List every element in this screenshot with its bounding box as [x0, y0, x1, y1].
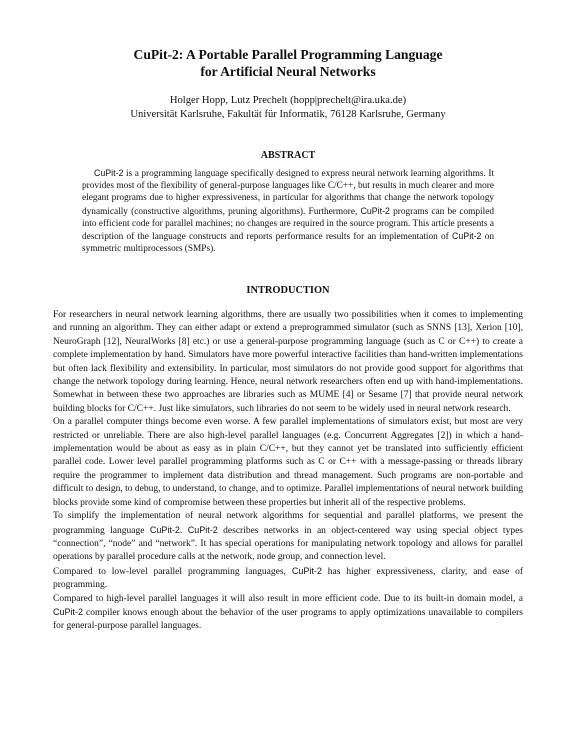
language-name: CuPit-2	[187, 524, 218, 535]
abstract-text	[82, 167, 494, 255]
author-block	[0, 94, 576, 122]
paragraph-text: describes networks in an object-centered way using special object types “connection”, “node” and “network”. It has special operations for manipulating network topology and allows for parallel operations by parallel procedure calls at the network, node group, and connection level.	[53, 525, 523, 563]
paragraph-text: compiler knows enough about the behavior of the user programs to apply optimizations unavailable to compilers for general-purpose parallel languages.	[53, 607, 523, 632]
paragraph-text: Compared to high-level parallel languages it will also result in more efficient code. Due to its built-in domain model, a	[53, 593, 523, 604]
paragraph: On a parallel computer things become even worse. A few parallel implementations of simulators exist, but most are very restricted or unreliable. There are also high-level parallel languages (e.g. Concurrent Aggregates [2]) in which a hand-implementation would be about as easy as in plain C/C++, but they cannot yet be translated into sufficiently efficient parallel code. Lower level parallel programming platforms such as C or C++ with a message-passing or threads library require the programmer to implement data distribution and thread management. Such programs are non-portable and difficult to design, to debug, to understand, to change, and to optimize. Parallel implementations of neural network building blocks provide some kind of compromise between these properties but inherit all of the respective problems.	[53, 417, 523, 508]
paper-title	[0, 46, 576, 80]
language-name: CuPit-2	[360, 205, 390, 216]
paragraph: For researchers in neural network learning algorithms, there are usually two possibilities when it comes to implementing and running an algorithm. They can either adapt or extend a preprogrammed simulator (such as SNNS [13], Xerion [10], NeuroGraph [12], NeuralWorks [8] etc.) or use a general-purpose programming language (such as C or C++) to create a complete implementation by hand. Simulators have more powerful interactive facilities than hand-written implementations but often lack flexibility and extensibility. In particular, most simulators do not provide good support for algorithms that change the network topology during learning. Hence, neural network researchers often end up with hand-implementations. Somewhat in between these two approaches are libraries such as MUME [4] or Sesame [7] that provide neural network building blocks for C/C++. Just like simulators, such libraries do not seem to be widely used in neural network research.	[53, 310, 523, 414]
author-names: Holger Hopp, Lutz Prechelt (hopp|prechelt@ira.uka.de)	[169, 95, 407, 106]
abstract-part-2: programs can be compiled into efficient code for parallel machines; no changes are required in the source program. This article presents a description of the language constructs and reports performance results for an implementation of	[82, 206, 494, 243]
title-line-2: for Artificial Neural Networks	[200, 64, 376, 79]
abstract-part-3: on symmetric multiprocessors (SMPs).	[82, 232, 494, 255]
title-line-1: CuPit-2: A Portable Parallel Programming Language	[133, 47, 443, 62]
paragraph	[53, 593, 523, 634]
language-name: CuPit-2	[94, 168, 124, 178]
language-name: CuPit-2	[291, 565, 322, 576]
paragraph-text: To simplify the implementation of neural network algorithms for sequential and parallel platforms, we present the programming language	[53, 511, 523, 536]
language-name: CuPit-2	[452, 231, 482, 242]
paragraph-text: Compared to low-level parallel programming languages,	[53, 566, 292, 577]
paragraph-text: .	[179, 525, 188, 536]
introduction-body	[53, 309, 523, 634]
abstract-heading: ABSTRACT	[260, 150, 316, 161]
language-name: CuPit-2	[53, 606, 84, 617]
introduction-heading: INTRODUCTION	[246, 285, 330, 296]
abstract-part-1: is a programming language specifically designed to express neural network learning algorithms. It provides most of the flexibility of general-purpose languages like C/C++, but results in much clearer and more elegant programs due to higher expressiveness, in particular for algorithms that change the network topology dynamically (constructive algorithms, pruning algorithms). Furthermore,	[82, 169, 494, 217]
paragraph	[53, 510, 523, 565]
paragraph	[53, 565, 523, 593]
language-name: CuPit-2	[149, 524, 180, 535]
author-affiliation: Universität Karlsruhe, Fakultät für Informatik, 76128 Karlsruhe, Germany	[130, 109, 446, 120]
paragraph-text: has higher expressiveness, clarity, and ease of programming.	[53, 566, 523, 591]
